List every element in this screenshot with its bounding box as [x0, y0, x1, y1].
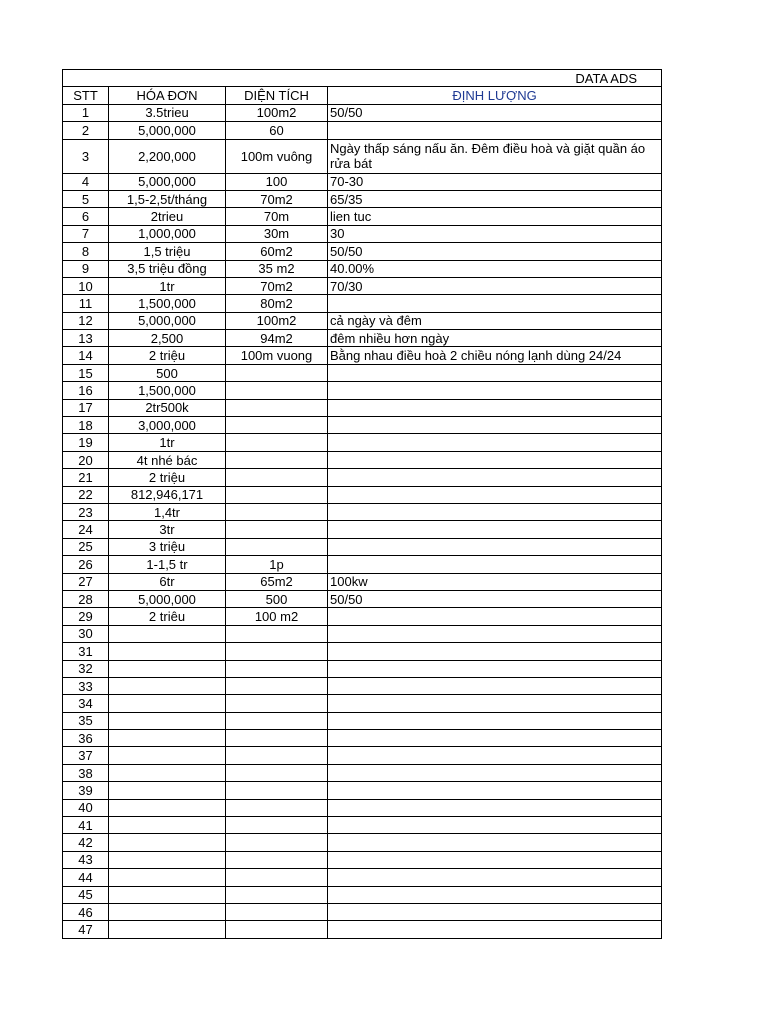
cell-dien-tich[interactable] [226, 677, 328, 694]
cell-stt[interactable]: 34 [63, 695, 109, 712]
cell-hoa-don[interactable]: 5,000,000 [109, 590, 226, 607]
cell-hoa-don[interactable]: 1,500,000 [109, 295, 226, 312]
cell-dinh-luong[interactable]: 100kw [328, 573, 662, 590]
table-row [63, 851, 662, 868]
cell-dinh-luong[interactable]: 50/50 [328, 590, 662, 607]
table-row [63, 469, 662, 486]
cell-dien-tich[interactable]: 100m vuông [226, 139, 328, 173]
cell-stt[interactable]: 42 [63, 834, 109, 851]
cell-dien-tich[interactable]: 35 m2 [226, 260, 328, 277]
cell-dinh-luong[interactable] [328, 886, 662, 903]
cell-stt[interactable]: 7 [63, 225, 109, 242]
table-row [63, 799, 662, 816]
cell-dien-tich[interactable] [226, 469, 328, 486]
cell-hoa-don[interactable] [109, 834, 226, 851]
cell-stt[interactable]: 36 [63, 730, 109, 747]
table-row [63, 538, 662, 555]
cell-dien-tich[interactable] [226, 660, 328, 677]
cell-dinh-luong[interactable] [328, 625, 662, 642]
cell-dien-tich[interactable] [226, 903, 328, 920]
cell-stt[interactable]: 40 [63, 799, 109, 816]
cell-stt[interactable]: 27 [63, 573, 109, 590]
cell-dien-tich[interactable] [226, 712, 328, 729]
sheet-title: DATA ADS [63, 70, 662, 87]
cell-hoa-don[interactable] [109, 903, 226, 920]
table-row [63, 886, 662, 903]
cell-dien-tich[interactable] [226, 434, 328, 451]
cell-dien-tich[interactable] [226, 417, 328, 434]
cell-dien-tich[interactable]: 500 [226, 590, 328, 607]
cell-dinh-luong[interactable] [328, 556, 662, 573]
cell-hoa-don[interactable]: 2tr500k [109, 399, 226, 416]
cell-dinh-luong[interactable] [328, 399, 662, 416]
cell-hoa-don[interactable]: 2,200,000 [109, 139, 226, 173]
cell-dinh-luong[interactable] [328, 451, 662, 468]
cell-stt[interactable]: 45 [63, 886, 109, 903]
cell-dinh-luong[interactable]: lien tuc [328, 208, 662, 225]
table-row [63, 277, 662, 294]
cell-dien-tich[interactable]: 70m [226, 208, 328, 225]
table-row [63, 608, 662, 625]
cell-dinh-luong[interactable]: 50/50 [328, 243, 662, 260]
cell-hoa-don[interactable] [109, 869, 226, 886]
cell-dien-tich[interactable]: 60 [226, 122, 328, 139]
cell-stt[interactable]: 46 [63, 903, 109, 920]
table-row [63, 660, 662, 677]
table-row [63, 677, 662, 694]
cell-dinh-luong[interactable]: cả ngày và đêm [328, 312, 662, 329]
cell-dinh-luong[interactable]: Bằng nhau điều hoà 2 chiều nóng lạnh dùng 24/24 [328, 347, 662, 364]
cell-stt[interactable]: 32 [63, 660, 109, 677]
cell-stt[interactable]: 19 [63, 434, 109, 451]
cell-dinh-luong[interactable] [328, 903, 662, 920]
cell-hoa-don[interactable] [109, 764, 226, 781]
cell-dinh-luong[interactable] [328, 417, 662, 434]
cell-dien-tich[interactable]: 70m2 [226, 277, 328, 294]
cell-dinh-luong[interactable] [328, 660, 662, 677]
cell-dien-tich[interactable] [226, 399, 328, 416]
table-row [63, 173, 662, 190]
cell-dien-tich[interactable] [226, 817, 328, 834]
table-row [63, 712, 662, 729]
cell-stt[interactable]: 22 [63, 486, 109, 503]
cell-dinh-luong[interactable] [328, 521, 662, 538]
cell-stt[interactable]: 14 [63, 347, 109, 364]
cell-dinh-luong[interactable] [328, 538, 662, 555]
cell-dinh-luong[interactable] [328, 643, 662, 660]
header-dinh-luong: ĐỊNH LƯỢNG [328, 87, 662, 104]
cell-stt[interactable]: 37 [63, 747, 109, 764]
cell-dien-tich[interactable]: 30m [226, 225, 328, 242]
cell-hoa-don[interactable] [109, 712, 226, 729]
cell-stt[interactable]: 3 [63, 139, 109, 173]
header-stt: STT [63, 87, 109, 104]
cell-dinh-luong[interactable] [328, 764, 662, 781]
cell-dien-tich[interactable]: 94m2 [226, 330, 328, 347]
table-row [63, 764, 662, 781]
table-row [63, 417, 662, 434]
table-row [63, 590, 662, 607]
cell-stt[interactable]: 25 [63, 538, 109, 555]
cell-stt[interactable]: 11 [63, 295, 109, 312]
cell-dinh-luong[interactable] [328, 382, 662, 399]
cell-stt[interactable]: 43 [63, 851, 109, 868]
cell-dien-tich[interactable]: 100m2 [226, 104, 328, 121]
cell-dien-tich[interactable] [226, 643, 328, 660]
table-row [63, 921, 662, 938]
data-table [62, 69, 662, 939]
table-row [63, 903, 662, 920]
cell-dinh-luong[interactable]: 50/50 [328, 104, 662, 121]
cell-dinh-luong[interactable] [328, 503, 662, 520]
cell-stt[interactable]: 1 [63, 104, 109, 121]
cell-dien-tich[interactable] [226, 799, 328, 816]
cell-stt[interactable]: 16 [63, 382, 109, 399]
cell-dinh-luong[interactable] [328, 677, 662, 694]
cell-dien-tich[interactable] [226, 730, 328, 747]
cell-stt[interactable]: 28 [63, 590, 109, 607]
table-row [63, 312, 662, 329]
cell-hoa-don[interactable]: 2trieu [109, 208, 226, 225]
cell-dinh-luong[interactable]: 70/30 [328, 277, 662, 294]
cell-stt[interactable]: 29 [63, 608, 109, 625]
cell-dinh-luong[interactable]: 70-30 [328, 173, 662, 190]
cell-stt[interactable]: 24 [63, 521, 109, 538]
cell-dinh-luong[interactable] [328, 608, 662, 625]
header-hoa-don: HÓA ĐƠN [109, 87, 226, 104]
cell-hoa-don[interactable] [109, 677, 226, 694]
cell-dien-tich[interactable] [226, 625, 328, 642]
cell-dinh-luong[interactable] [328, 712, 662, 729]
cell-hoa-don[interactable] [109, 747, 226, 764]
table-row [63, 817, 662, 834]
cell-dien-tich[interactable] [226, 921, 328, 938]
cell-dien-tich[interactable]: 80m2 [226, 295, 328, 312]
cell-dinh-luong[interactable] [328, 834, 662, 851]
cell-stt[interactable]: 33 [63, 677, 109, 694]
cell-hoa-don[interactable] [109, 695, 226, 712]
cell-dien-tich[interactable]: 65m2 [226, 573, 328, 590]
cell-dien-tich[interactable] [226, 851, 328, 868]
cell-hoa-don[interactable]: 1,5 triệu [109, 243, 226, 260]
cell-hoa-don[interactable]: 500 [109, 364, 226, 381]
cell-hoa-don[interactable] [109, 817, 226, 834]
cell-stt[interactable]: 18 [63, 417, 109, 434]
cell-dinh-luong[interactable] [328, 747, 662, 764]
cell-dien-tich[interactable] [226, 382, 328, 399]
table-row [63, 104, 662, 121]
cell-hoa-don[interactable]: 3 triệu [109, 538, 226, 555]
cell-hoa-don[interactable]: 812,946,171 [109, 486, 226, 503]
cell-hoa-don[interactable]: 3,5 triệu đồng [109, 260, 226, 277]
cell-hoa-don[interactable]: 1,000,000 [109, 225, 226, 242]
cell-stt[interactable]: 44 [63, 869, 109, 886]
table-row [63, 347, 662, 364]
cell-hoa-don[interactable] [109, 730, 226, 747]
table-row [63, 451, 662, 468]
cell-dien-tich[interactable]: 100 m2 [226, 608, 328, 625]
table-row [63, 399, 662, 416]
cell-dinh-luong[interactable] [328, 295, 662, 312]
cell-stt[interactable]: 30 [63, 625, 109, 642]
cell-hoa-don[interactable] [109, 643, 226, 660]
cell-stt[interactable]: 23 [63, 503, 109, 520]
table-row [63, 556, 662, 573]
table-row [63, 330, 662, 347]
table-row [63, 434, 662, 451]
cell-hoa-don[interactable]: 1,5-2,5t/tháng [109, 190, 226, 207]
cell-stt[interactable]: 10 [63, 277, 109, 294]
cell-dinh-luong[interactable]: 65/35 [328, 190, 662, 207]
cell-stt[interactable]: 47 [63, 921, 109, 938]
cell-hoa-don[interactable] [109, 660, 226, 677]
cell-dien-tich[interactable]: 100m2 [226, 312, 328, 329]
table-row [63, 747, 662, 764]
header-row [63, 87, 662, 104]
table-row [63, 225, 662, 242]
cell-hoa-don[interactable] [109, 851, 226, 868]
cell-hoa-don[interactable]: 2 triệu [109, 347, 226, 364]
table-row [63, 243, 662, 260]
cell-dien-tich[interactable]: 100m vuong [226, 347, 328, 364]
cell-hoa-don[interactable]: 1tr [109, 277, 226, 294]
cell-dien-tich[interactable] [226, 695, 328, 712]
cell-dinh-luong[interactable] [328, 921, 662, 938]
cell-dinh-luong[interactable] [328, 730, 662, 747]
table-row [63, 486, 662, 503]
cell-hoa-don[interactable]: 6tr [109, 573, 226, 590]
cell-dien-tich[interactable] [226, 503, 328, 520]
cell-dinh-luong[interactable] [328, 364, 662, 381]
cell-hoa-don[interactable]: 2,500 [109, 330, 226, 347]
cell-dinh-luong[interactable] [328, 434, 662, 451]
cell-stt[interactable]: 8 [63, 243, 109, 260]
cell-dinh-luong[interactable] [328, 486, 662, 503]
cell-dien-tich[interactable]: 1p [226, 556, 328, 573]
table-row [63, 382, 662, 399]
cell-dinh-luong[interactable]: đêm nhiều hơn ngày [328, 330, 662, 347]
cell-stt[interactable]: 39 [63, 782, 109, 799]
table-row [63, 190, 662, 207]
cell-dinh-luong[interactable] [328, 851, 662, 868]
cell-hoa-don[interactable] [109, 921, 226, 938]
cell-hoa-don[interactable]: 1,500,000 [109, 382, 226, 399]
cell-hoa-don[interactable] [109, 799, 226, 816]
table-row [63, 869, 662, 886]
cell-stt[interactable]: 20 [63, 451, 109, 468]
cell-dien-tich[interactable] [226, 869, 328, 886]
cell-dinh-luong[interactable] [328, 869, 662, 886]
cell-dien-tich[interactable] [226, 834, 328, 851]
cell-dien-tich[interactable] [226, 521, 328, 538]
cell-dien-tich[interactable]: 70m2 [226, 190, 328, 207]
cell-dien-tich[interactable] [226, 782, 328, 799]
cell-hoa-don[interactable]: 1-1,5 tr [109, 556, 226, 573]
cell-dien-tich[interactable] [226, 451, 328, 468]
cell-hoa-don[interactable] [109, 625, 226, 642]
cell-hoa-don[interactable]: 5,000,000 [109, 173, 226, 190]
cell-hoa-don[interactable] [109, 886, 226, 903]
cell-dinh-luong[interactable] [328, 122, 662, 139]
cell-dinh-luong[interactable] [328, 799, 662, 816]
cell-stt[interactable]: 35 [63, 712, 109, 729]
header-dien-tich: DIỆN TÍCH [226, 87, 328, 104]
table-row [63, 260, 662, 277]
cell-stt[interactable]: 2 [63, 122, 109, 139]
cell-dien-tich[interactable] [226, 764, 328, 781]
table-row [63, 208, 662, 225]
cell-hoa-don[interactable]: 3tr [109, 521, 226, 538]
table-row [63, 139, 662, 173]
cell-hoa-don[interactable]: 1,4tr [109, 503, 226, 520]
table-row [63, 782, 662, 799]
cell-stt[interactable]: 9 [63, 260, 109, 277]
table-row [63, 643, 662, 660]
table-row [63, 573, 662, 590]
cell-hoa-don[interactable]: 2 triêu [109, 608, 226, 625]
cell-dinh-luong[interactable] [328, 782, 662, 799]
cell-hoa-don[interactable]: 4t nhé bác [109, 451, 226, 468]
cell-dien-tich[interactable] [226, 747, 328, 764]
cell-dinh-luong[interactable] [328, 695, 662, 712]
cell-stt[interactable]: 38 [63, 764, 109, 781]
cell-hoa-don[interactable] [109, 782, 226, 799]
table-row [63, 521, 662, 538]
cell-dinh-luong[interactable]: 40.00% [328, 260, 662, 277]
cell-dien-tich[interactable]: 100 [226, 173, 328, 190]
cell-dinh-luong[interactable] [328, 817, 662, 834]
table-row [63, 834, 662, 851]
cell-dinh-luong[interactable]: 30 [328, 225, 662, 242]
table-row [63, 503, 662, 520]
table-row [63, 122, 662, 139]
cell-stt[interactable]: 4 [63, 173, 109, 190]
cell-dien-tich[interactable]: 60m2 [226, 243, 328, 260]
cell-hoa-don[interactable]: 2 triệu [109, 469, 226, 486]
cell-hoa-don[interactable]: 3.5trieu [109, 104, 226, 121]
cell-stt[interactable]: 5 [63, 190, 109, 207]
cell-dien-tich[interactable] [226, 364, 328, 381]
table-row [63, 695, 662, 712]
cell-dien-tich[interactable] [226, 486, 328, 503]
table-row [63, 364, 662, 381]
title-row [63, 70, 662, 87]
cell-stt[interactable]: 6 [63, 208, 109, 225]
cell-hoa-don[interactable]: 5,000,000 [109, 122, 226, 139]
cell-stt[interactable]: 13 [63, 330, 109, 347]
cell-dinh-luong[interactable]: Ngày thấp sáng nấu ăn. Đêm điều hoà và giặt quần áo rửa bát [328, 139, 662, 173]
cell-stt[interactable]: 41 [63, 817, 109, 834]
cell-dien-tich[interactable] [226, 886, 328, 903]
cell-stt[interactable]: 15 [63, 364, 109, 381]
cell-stt[interactable]: 12 [63, 312, 109, 329]
cell-hoa-don[interactable]: 5,000,000 [109, 312, 226, 329]
table-row [63, 295, 662, 312]
cell-stt[interactable]: 26 [63, 556, 109, 573]
cell-hoa-don[interactable]: 1tr [109, 434, 226, 451]
table-row [63, 730, 662, 747]
table-row [63, 625, 662, 642]
cell-dinh-luong[interactable] [328, 469, 662, 486]
cell-stt[interactable]: 17 [63, 399, 109, 416]
cell-stt[interactable]: 21 [63, 469, 109, 486]
cell-stt[interactable]: 31 [63, 643, 109, 660]
cell-hoa-don[interactable]: 3,000,000 [109, 417, 226, 434]
cell-dien-tich[interactable] [226, 538, 328, 555]
